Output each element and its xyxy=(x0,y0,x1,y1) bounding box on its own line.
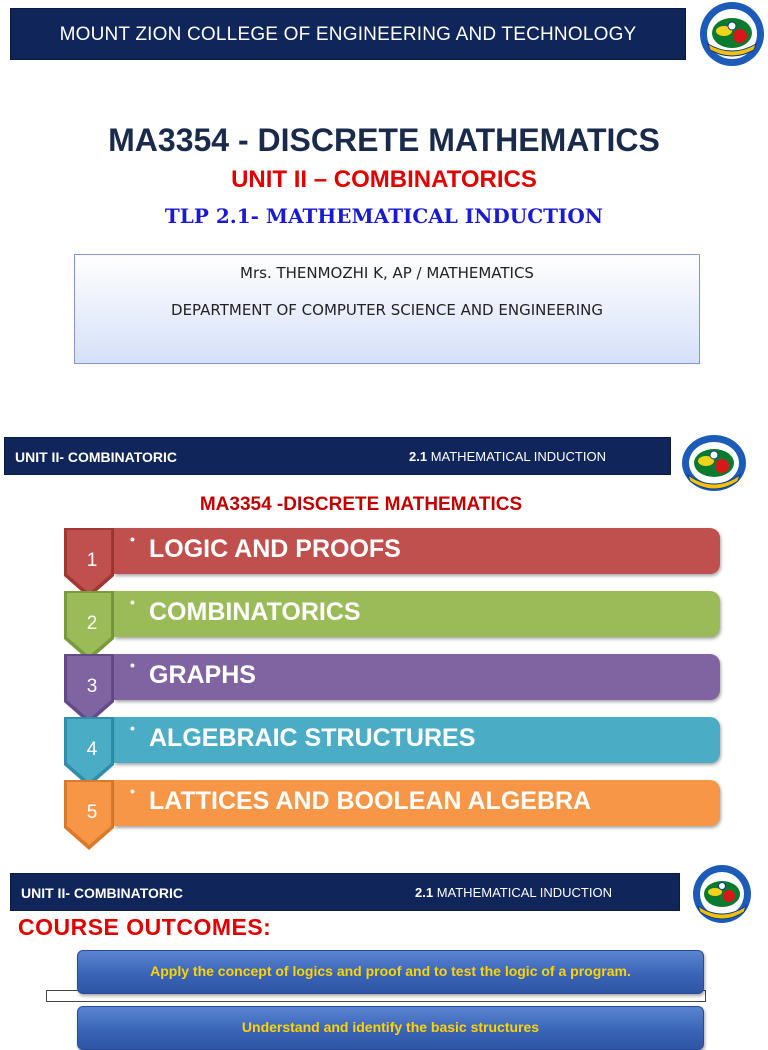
unit-title: UNIT II – COMBINATORICS xyxy=(231,166,537,193)
topic-item xyxy=(64,780,724,834)
topic-bar xyxy=(114,717,720,763)
bullet-icon: • xyxy=(130,531,135,547)
tlp-title: TLP 2.1- MATHEMATICAL INDUCTION xyxy=(164,204,604,228)
title-slide xyxy=(0,0,768,420)
topic-label: MATHEMATICAL INDUCTION xyxy=(436,885,612,900)
outcome-box-1 xyxy=(77,950,704,994)
topic-label: GRAPHS xyxy=(149,661,256,689)
topic-label: LATTICES AND BOOLEAN ALGEBRA xyxy=(149,787,592,815)
faculty-info-box xyxy=(74,254,700,364)
topic-bar xyxy=(114,591,720,637)
unit-banner xyxy=(10,873,680,911)
outcome-box-2 xyxy=(77,1006,704,1050)
topic-item xyxy=(64,591,724,645)
topic-label-group xyxy=(415,874,612,912)
unit-label: UNIT II- COMBINATORIC xyxy=(21,885,184,901)
topic-label: LOGIC AND PROOFS xyxy=(149,535,401,563)
topic-number: 2.1 xyxy=(409,449,428,464)
topic-label: COMBINATORICS xyxy=(149,598,361,626)
course-title: MA3354 - DISCRETE MATHEMATICS xyxy=(108,122,660,158)
faculty-name: Mrs. THENMOZHI K, AP / MATHEMATICS xyxy=(240,264,534,282)
bullet-icon: • xyxy=(130,657,135,673)
college-logo-icon xyxy=(698,0,766,68)
topic-label: MATHEMATICAL INDUCTION xyxy=(430,449,606,464)
topic-number: 1 xyxy=(86,550,98,571)
college-logo-icon xyxy=(680,433,748,501)
unit-label: UNIT II- COMBINATORIC xyxy=(15,449,178,465)
topic-item xyxy=(64,717,724,771)
unit-banner xyxy=(4,437,671,475)
topic-label: ALGEBRAIC STRUCTURES xyxy=(149,724,476,752)
topic-label-group xyxy=(409,438,606,476)
department-name: DEPARTMENT OF COMPUTER SCIENCE AND ENGINEERING xyxy=(171,301,603,319)
outcome-text: Understand and identify the basic structures xyxy=(241,1019,540,1035)
bullet-icon: • xyxy=(130,783,135,799)
topic-bar xyxy=(114,780,720,826)
bullet-icon: • xyxy=(130,720,135,736)
topic-number: 2.1 xyxy=(415,885,434,900)
syllabus-slide xyxy=(0,430,768,850)
topic-number: 2 xyxy=(86,613,98,634)
syllabus-heading: MA3354 -DISCRETE MATHEMATICS xyxy=(199,494,523,515)
course-outcomes-heading: COURSE OUTCOMES: xyxy=(18,914,272,940)
topic-bar xyxy=(114,528,720,574)
topic-item xyxy=(64,528,724,582)
college-name: MOUNT ZION COLLEGE OF ENGINEERING AND TECHNOLOGY xyxy=(59,24,637,45)
topic-item xyxy=(64,654,724,708)
college-banner xyxy=(10,8,686,60)
bullet-icon: • xyxy=(130,594,135,610)
topic-number: 3 xyxy=(86,676,98,697)
topic-number: 4 xyxy=(86,739,98,760)
outcomes-slide xyxy=(0,860,768,1035)
topic-number: 5 xyxy=(86,802,98,823)
outcome-text: Apply the concept of logics and proof and to test the logic of a program. xyxy=(150,963,631,979)
topic-bar xyxy=(114,654,720,700)
college-logo-icon xyxy=(688,864,756,932)
